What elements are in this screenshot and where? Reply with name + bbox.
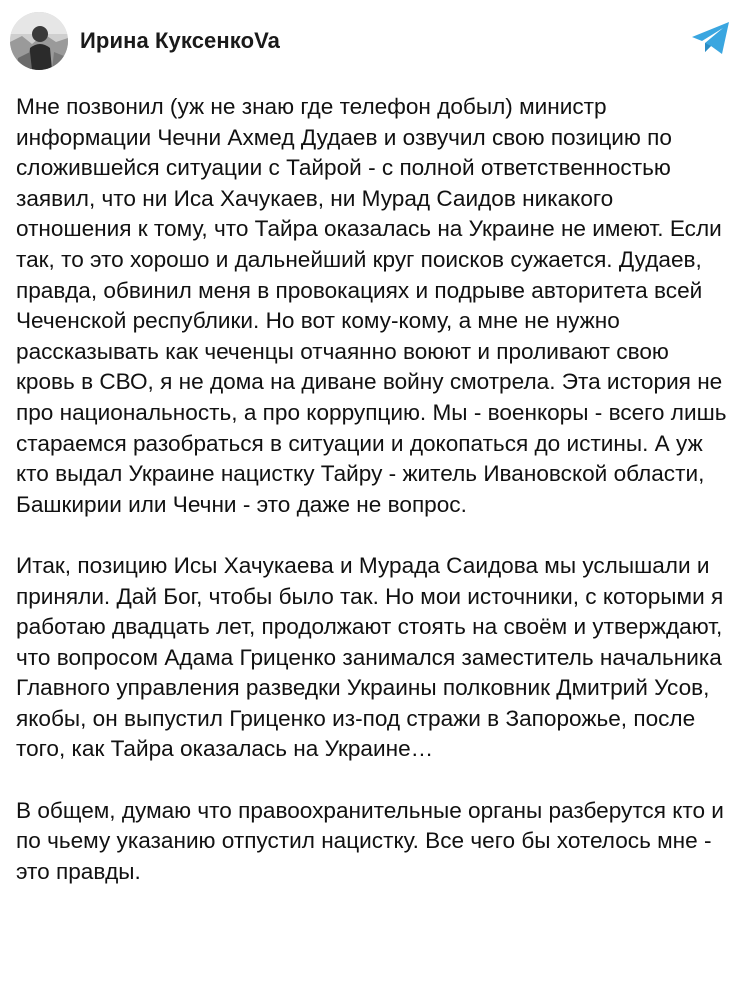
post-paragraph-3: В общем, думаю что правоохранительные органы разберутся кто и по чьему указанию отпустил нацистку. Все чего бы хотелось мне - это правды. bbox=[16, 797, 724, 884]
post-body bbox=[16, 92, 732, 887]
avatar[interactable] bbox=[10, 12, 68, 70]
author-name[interactable]: Ирина КуксенкоVa bbox=[80, 28, 281, 53]
avatar-image bbox=[10, 12, 68, 70]
telegram-icon[interactable] bbox=[689, 16, 733, 60]
post-paragraph-2: Итак, позицию Исы Хачукаева и Мурада Саидова мы услышали и приняли. Дай Бог, чтобы было так. Но мои источники, с которыми я работаю двадцать лет, продолжают стоять на своём и утверждают, что вопросом Адама Гриценко занимался заместитель начальника Главного управления разведки Украины полковник Дмитрий Усов, якобы, он выпустил Гриценко из-под стражи в Запорожье, после того, как Тайра оказалась на Украине… bbox=[16, 552, 724, 762]
post-header bbox=[10, 12, 733, 70]
post-paragraph-1: Мне позвонил (уж не знаю где телефон добыл) министр информации Чечни Ахмед Дудаев и озвучил свою позицию по сложившейся ситуации с Тайрой - с полной ответственностью заявил, что ни Иса Хачукаев, ни Мурад Саидов никакого отношения к тому, что Тайра оказалась на Украине не имеют. Если так, то это хорошо и дальнейший круг поисков сужается. Дудаев, правда, обвинил меня в провокациях и подрыве авторитета всей Чеченской республики. Но вот кому-кому, а мне не нужно рассказывать как чеченцы отчаянно воюют и проливают свою кровь в СВО, я не дома на диване войну смотрела. Эта история не про национальность, а про коррупцию. Мы - военкоры - всего лишь стараемся разобраться в ситуации и докопаться до истины. А уж кто выдал Украине нацистку Тайру - житель Ивановской области, Башкирии или Чечни - это даже не вопрос. bbox=[16, 94, 727, 517]
